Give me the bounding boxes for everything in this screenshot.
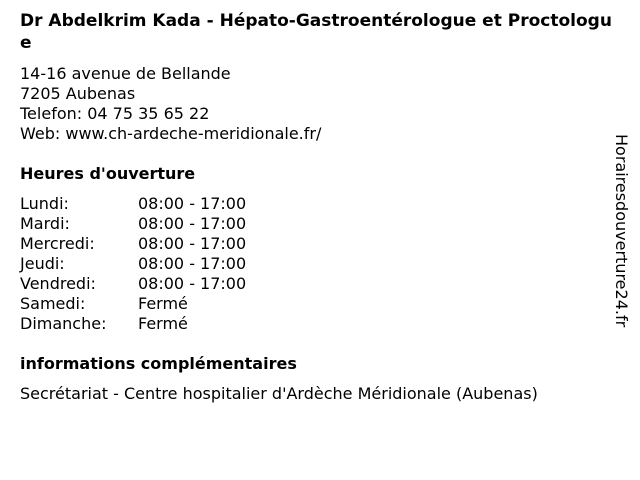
- additional-info-text: Secrétariat - Centre hospitalier d'Ardèche Méridionale (Aubenas): [20, 384, 538, 403]
- hours-row-sunday: [20, 314, 246, 334]
- site-watermark: Horairesdouverture24.fr: [612, 134, 631, 328]
- hours-time: 08:00 - 17:00: [138, 274, 247, 293]
- hours-row-monday: [20, 194, 246, 214]
- hours-time: 08:00 - 17:00: [138, 214, 247, 233]
- hours-day: Samedi:: [20, 294, 86, 313]
- hours-time: Fermé: [138, 294, 188, 313]
- hours-time: 08:00 - 17:00: [138, 194, 247, 213]
- hours-day: Jeudi:: [20, 254, 65, 273]
- hours-day: Mardi:: [20, 214, 70, 233]
- additional-info-heading: informations complémentaires: [20, 354, 297, 373]
- hours-row-saturday: [20, 294, 246, 314]
- hours-row-wednesday: [20, 234, 246, 254]
- opening-hours-heading: Heures d'ouverture: [20, 164, 196, 183]
- hours-row-tuesday: [20, 214, 246, 234]
- hours-day: Mercredi:: [20, 234, 95, 253]
- opening-hours-table: [20, 194, 246, 334]
- hours-row-thursday: [20, 254, 246, 274]
- hours-row-friday: [20, 274, 246, 294]
- hours-day: Dimanche:: [20, 314, 107, 333]
- website-link[interactable]: Web: www.ch-ardeche-meridionale.fr/: [20, 124, 322, 143]
- address-street: 14-16 avenue de Bellande: [20, 64, 231, 83]
- address-city: 7205 Aubenas: [20, 84, 136, 103]
- hours-day: Lundi:: [20, 194, 69, 213]
- page-title: Dr Abdelkrim Kada - Hépato-Gastroentérologue et Proctologue: [20, 11, 612, 53]
- hours-time: 08:00 - 17:00: [138, 234, 247, 253]
- address-block: [20, 64, 321, 144]
- hours-time: Fermé: [138, 314, 188, 333]
- phone-number[interactable]: Telefon: 04 75 35 65 22: [20, 104, 210, 123]
- hours-time: 08:00 - 17:00: [138, 254, 247, 273]
- hours-day: Vendredi:: [20, 274, 96, 293]
